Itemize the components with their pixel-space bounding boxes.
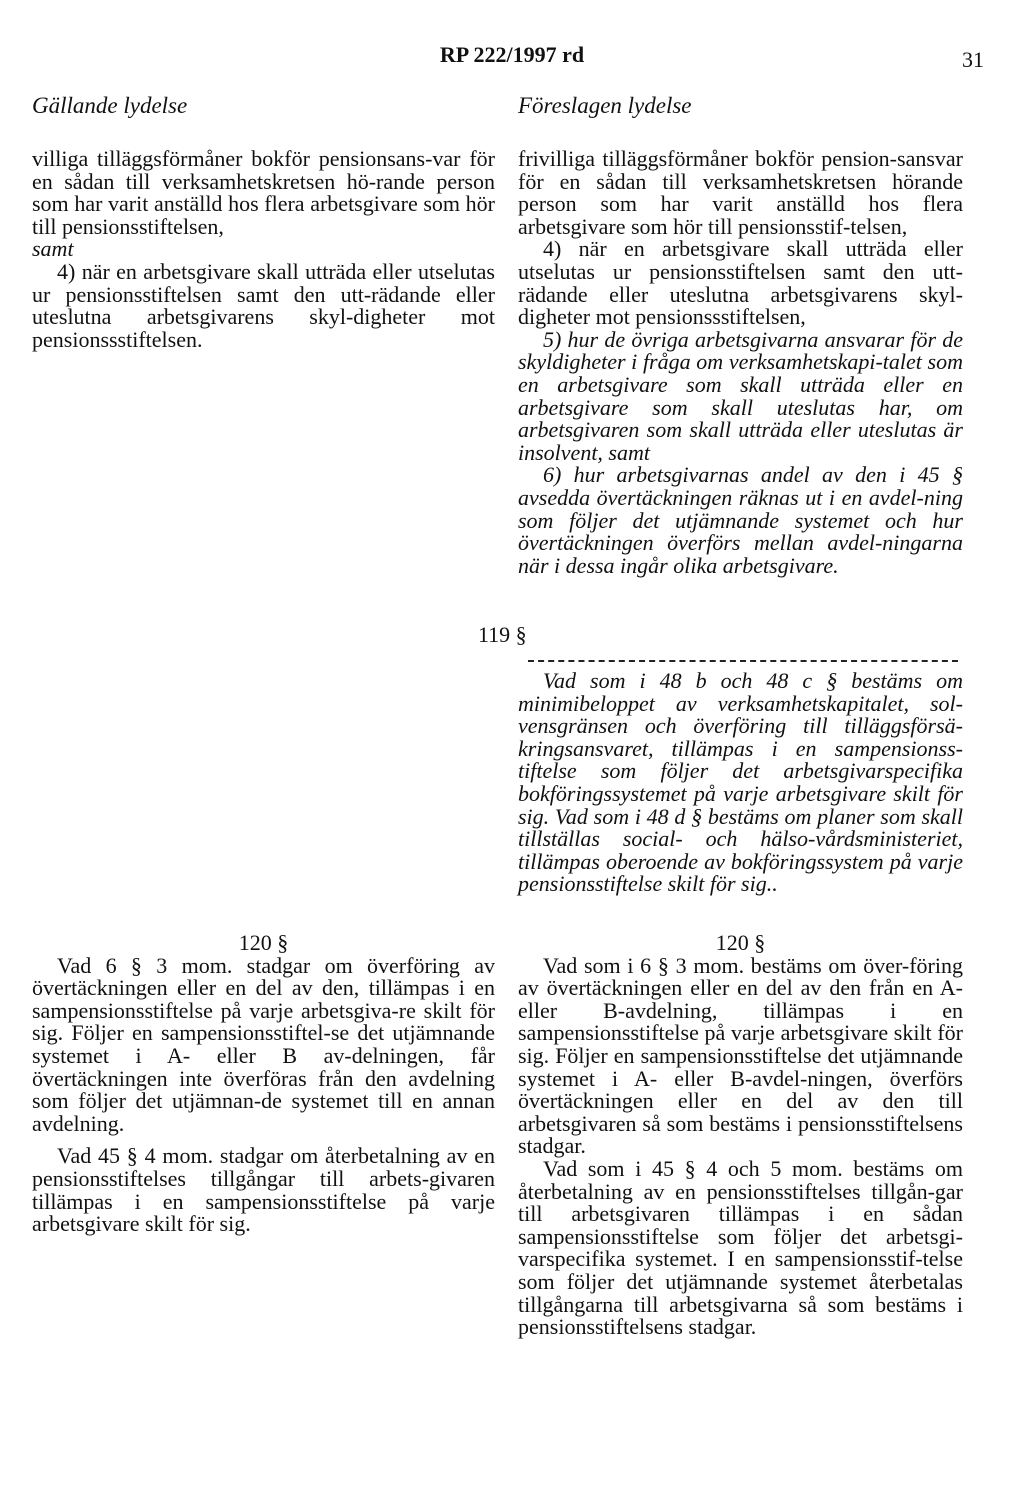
right-120-para-2: Vad som i 45 § 4 och 5 mom. bestäms om återbetalning av en pensionsstiftelses tillgån-gar till arbetsgivaren tillämpas i en sådan sampensionsstiftelse som följer det arbetsgi-varspecifika systemet. I en sampensionsstif-telse som följer det utjämnande systemet återbetalas tillgångarna till arbetsgivarna så som bestäms i pensionsstiftelsens stadgar. xyxy=(518,1155,963,1340)
left-para-samt: samt xyxy=(32,236,74,262)
omission-dashed-line xyxy=(528,660,958,662)
right-proposed-text xyxy=(518,148,963,577)
right-section-120 xyxy=(518,932,963,1339)
left-section-120 xyxy=(32,932,495,1236)
left-para-4: 4) när en arbetsgivare skall utträda eller utselutas ur pensionsstiftelsen samt den utt-rädande eller uteslutna arbetsgivarens skyl-digheter mot pensionssstiftelsen. xyxy=(32,258,495,352)
left-current-text xyxy=(32,148,495,351)
right-119-para: Vad som i 48 b och 48 c § bestäms om minimibeloppet av verksamhetskapitalet, sol-vensgränsen och överföring till tilläggsförsä-kringsansvaret, tillämpas i en sampensionss-tiftelse som följer det arbetsgivarspecifika bokföringssystemet på varje arbetsgivare skilt för sig. Vad som i 48 d § bestäms om planer som skall tillställas social- och hälso-vårdsministeriet, tillämpas oberoende av bokföringssystem på varje pensionsstiftelse skilt för sig.. xyxy=(518,668,963,897)
right-section-119-text xyxy=(518,670,963,896)
right-column-heading: Föreslagen lydelse xyxy=(518,93,692,118)
left-120-para-1: Vad 6 § 3 mom. stadgar om överföring av övertäckningen eller en del av den, tillämpas i en sampensionsstiftelse på varje arbetsgiva-re skilt för sig. Följer en sampensionsstiftel-se det utjämnande systemet i A- eller B av-delningen, får övertäckningen inte överföras från den avdelning som följer det utjämnan-de systemet till en annan avdelning. xyxy=(32,952,495,1136)
page-header xyxy=(0,40,1024,70)
section-119-heading: 119 § xyxy=(478,622,527,647)
document-reference: RP 222/1997 rd xyxy=(439,42,585,67)
right-para-6: 6) hur arbetsgivarnas andel av den i 45 § avsedda övertäckningen räknas ut i en avdel-ning som följer det utjämnande systemet och hur övertäckningen överförs mellan avdel-ningarna när i dessa ingår olika arbetsgivare. xyxy=(518,462,963,578)
left-120-para-2: Vad 45 § 4 mom. stadgar om återbetalning av en pensionsstiftelses tillgångar till arbets-givaren tillämpas i en sampensionsstiftelse på varje arbetsgivare skilt för sig. xyxy=(32,1143,495,1237)
left-para-1: villiga tilläggsförmåner bokför pensionsans-var för en sådan till verksamhetskretsen hö-rande person som har varit anställd hos flera arbetsgivare som hör till pensionsstiftelsen, xyxy=(32,146,495,239)
right-para-4: 4) när en arbetsgivare skall utträda eller utselutas ur pensionsstiftelsen samt den utt-rädande eller uteslutna arbetsgivarens skyl-digheter mot pensionssstiftelsen, xyxy=(518,236,963,330)
right-para-5: 5) hur de övriga arbetsgivarna ansvarar för de skyldigheter i fråga om verksamhetskapi-talet som en arbetsgivare som skall utträda eller en arbetsgivare som skall uteslutas har, om arbetsgivaren som skall utträda eller uteslutas är insolvent, samt xyxy=(518,326,963,465)
right-120-para-1: Vad som i 6 § 3 mom. bestäms om över-föring av övertäckningen eller en del av den från en A- eller B-avdelning, tillämpas i en sampensionsstiftelse på varje arbetsgivare skilt för sig. Följer en sampensionsstiftelse det utjämnande systemet i A- eller B-avdel-ningen, överförs övertäckningen eller en del av den till arbetsgivaren så som bestäms i pensionsstiftelsens stadgar. xyxy=(518,952,963,1159)
right-120-heading: 120 § xyxy=(715,930,766,955)
right-para-1: frivilliga tilläggsförmåner bokför pension-sansvar för en sådan till verksamhetskretsen hörande person som har varit anställd hos flera arbetsgivare som hör till pensionsstif-telsen, xyxy=(518,146,963,239)
page-number: 31 xyxy=(962,47,984,72)
left-column-heading: Gällande lydelse xyxy=(32,93,188,118)
left-120-heading: 120 § xyxy=(238,930,289,955)
